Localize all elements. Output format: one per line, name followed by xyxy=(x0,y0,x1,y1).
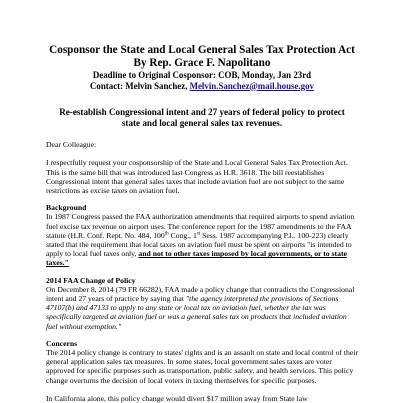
deadline-line: Deadline to Original Cosponsor: COB, Monday, Jan 23rd xyxy=(92,70,312,80)
policy-change-paragraph xyxy=(46,285,358,331)
policy-change-text: On December 8, 2014 (79 FR 66282), FAA made a policy change that contradicts the Congressional intent and 27 years of practice by saying that xyxy=(46,284,355,304)
reestablish-line-1: Re-establish Congressional intent and 27 years of federal policy to protect xyxy=(59,107,345,118)
contact-line xyxy=(46,81,358,92)
contact-email-link[interactable]: Melvin.Sanchez@mail.house.gov xyxy=(189,80,314,91)
document-header xyxy=(46,44,358,91)
california-paragraph: In California alone, this policy change would divert $17 million away from State law xyxy=(46,393,308,403)
contact-label: Contact: Melvin Sanchez, xyxy=(90,80,190,91)
background-text-a: In 1987 Congress passed the FAA authorization amendments that required airports to spend aviation fuel excise tax revenue on airport uses. The conference report for the 1987 amendments to the FAA statute (H.R. Conf. Rept. No. 484, 100 xyxy=(46,212,355,240)
background-paragraph xyxy=(46,212,358,267)
document-title: Cosponsor the State and Local General Sales Tax Protection Act xyxy=(49,44,355,56)
reestablish-heading xyxy=(46,107,358,129)
background-text-b: Cong., 1 xyxy=(168,230,197,240)
author-line: By Rep. Grace F. Napolitano xyxy=(133,57,271,69)
concerns-paragraph: The 2014 policy change is contrary to states' rights and is an assault on state and local control of their general application sales tax measures. In some states, local government sales taxes are voter approved for specific purposes such as transportation, public safety, and health services. This policy change overturns the decision of local voters in taxing themselves for specific purposes. xyxy=(46,348,359,385)
intro-paragraph: I respectfully request your cosponsorship of the State and Local General Sales Tax Protection Act. This is the same bill that was introduced last Congress as H.R. 3618. The bill reestablishes Congressional intent that general sales taxes that include aviation fuel are not subject to the same restrictions as excise taxes on aviation fuel. xyxy=(46,158,348,195)
concerns-heading: Concerns xyxy=(46,338,78,348)
background-sup-b: st xyxy=(196,231,201,237)
background-heading: Background xyxy=(46,203,87,213)
background-sup-a: th xyxy=(164,231,169,237)
policy-change-heading: 2014 FAA Change of Policy xyxy=(46,275,136,285)
reestablish-line-2: state and local general sales tax revenues. xyxy=(121,118,283,129)
policy-change-quote: "the agency interpreted the provisions of Sections 47107(b) and 47133 to apply to any state or local tax on aviation fuel, whether the tax was specifically targeted at aviation fuel or was a general sales tax on products that included aviation fuel without exemption." xyxy=(46,294,347,331)
background-emphasis: and not to other taxes imposed by local governments, or to state taxes." xyxy=(46,249,347,268)
salutation: Dear Colleague: xyxy=(46,140,97,150)
background-text-c: Sess. 1987 accompanying P.L. 100-223) clearly stated that the requirement that local taxes on aviation fuel must be spent on airports "is intended to apply to local fuel taxes only, xyxy=(46,230,352,259)
